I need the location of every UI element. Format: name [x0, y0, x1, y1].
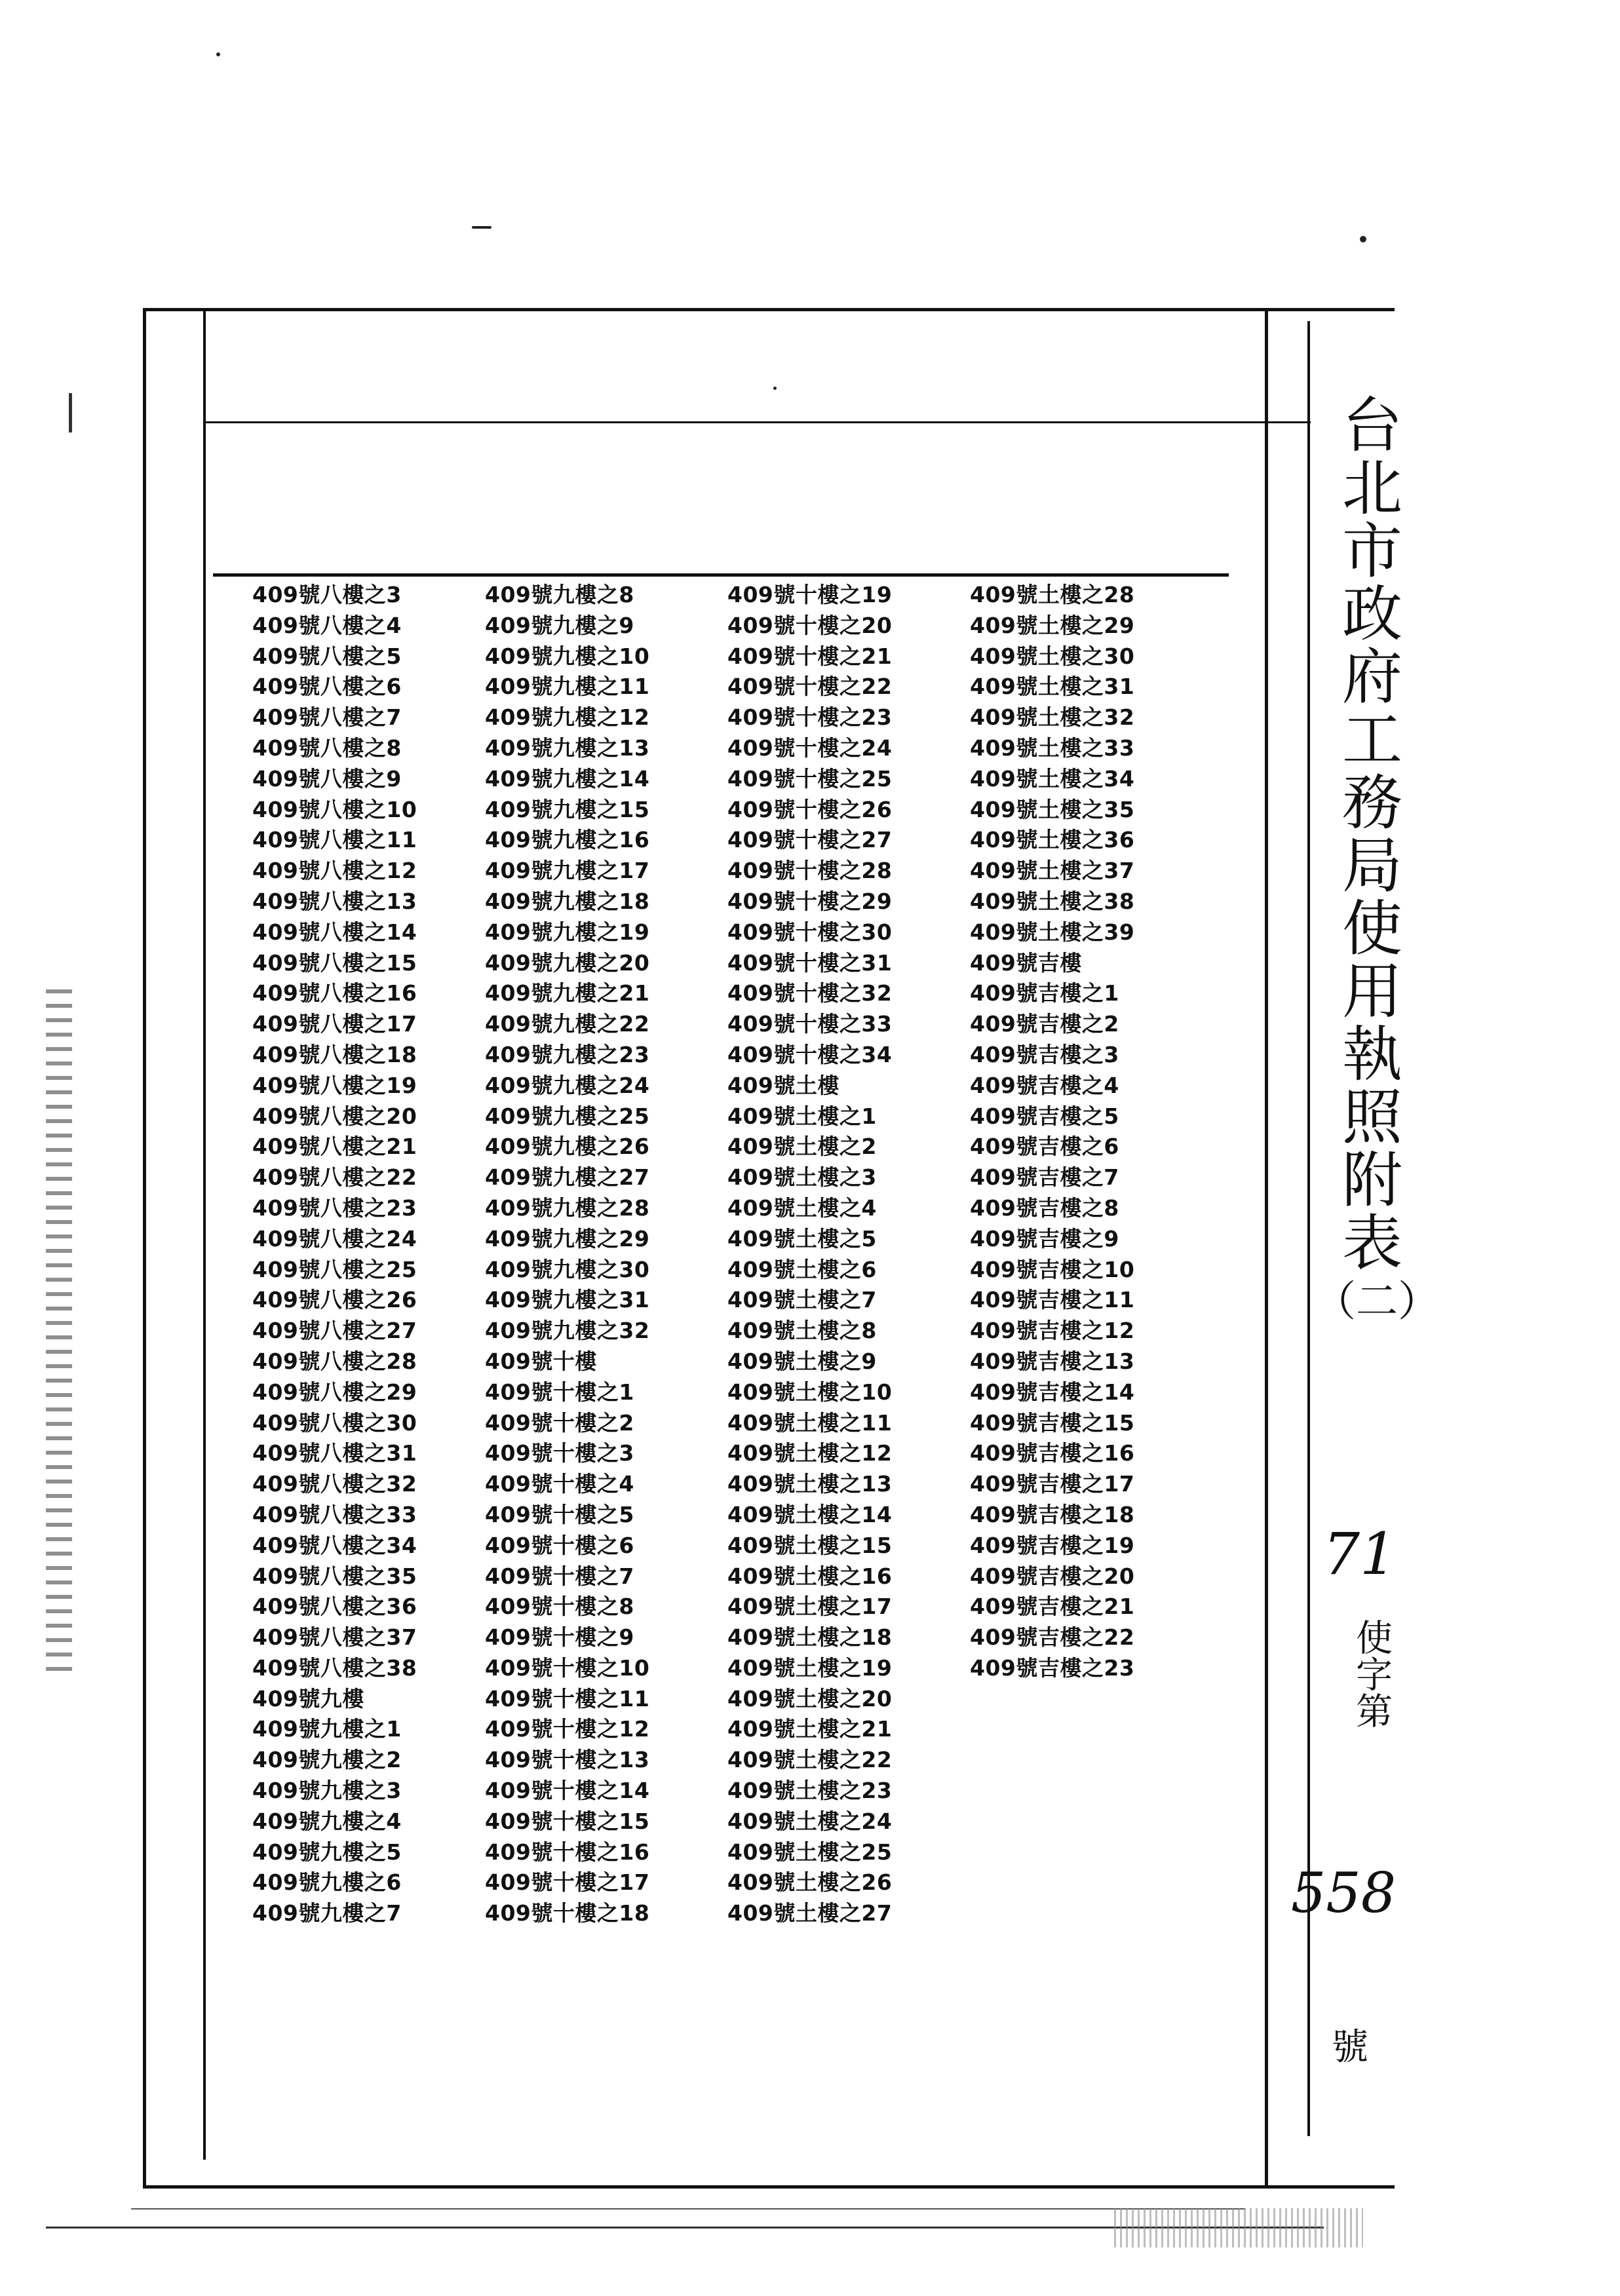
address-entry: 409號八樓之19 — [252, 1072, 417, 1098]
address-entry: 409號八樓之7 — [252, 704, 402, 731]
address-entry: 409號土樓之1 — [727, 1103, 877, 1129]
address-entry: 409號十樓之34 — [727, 1041, 893, 1067]
address-entry: 409號土樓之39 — [970, 919, 1135, 945]
address-entry: 409號土樓之19 — [727, 1655, 893, 1681]
address-entry: 409號吉樓之14 — [970, 1379, 1135, 1405]
address-entry: 409號九樓之21 — [485, 980, 650, 1006]
address-entry: 409號九樓之32 — [485, 1318, 650, 1344]
address-entry: 409號吉樓之12 — [970, 1318, 1135, 1344]
address-entry: 409號吉樓之4 — [970, 1072, 1119, 1098]
address-entry: 409號土樓之26 — [727, 1869, 893, 1896]
address-entry: 409號土樓之37 — [970, 858, 1135, 884]
scan-edge-mark — [69, 393, 72, 432]
scan-left-noise — [46, 983, 72, 1671]
address-entry: 409號吉樓之8 — [970, 1195, 1119, 1221]
address-entry: 409號九樓之4 — [252, 1808, 402, 1834]
address-entry: 409號吉樓之20 — [970, 1563, 1135, 1589]
address-entry: 409號吉樓之10 — [970, 1256, 1135, 1282]
address-column-1 — [252, 580, 488, 1929]
address-entry: 409號土樓之21 — [727, 1716, 893, 1742]
address-entry: 409號九樓之7 — [252, 1900, 402, 1926]
address-entry: 409號土樓之12 — [727, 1440, 893, 1466]
address-entry: 409號九樓之11 — [485, 674, 650, 700]
scan-speck — [1360, 236, 1366, 242]
address-entry: 409號九樓之14 — [485, 765, 650, 792]
address-entry: 409號土樓之29 — [970, 612, 1135, 638]
address-entry: 409號八樓之15 — [252, 949, 417, 976]
address-entry: 409號十樓之16 — [485, 1839, 650, 1865]
address-entry: 409號八樓之21 — [252, 1134, 417, 1160]
address-entry: 409號十樓之17 — [485, 1869, 650, 1896]
address-entry: 409號九樓之23 — [485, 1041, 650, 1067]
address-entry: 409號吉樓之2 — [970, 1011, 1119, 1037]
address-entry: 409號十樓之10 — [485, 1655, 650, 1681]
address-entry: 409號十樓之33 — [727, 1011, 893, 1037]
address-entry: 409號九樓之24 — [485, 1072, 650, 1098]
address-entry: 409號八樓之33 — [252, 1501, 417, 1527]
address-entry: 409號九樓之8 — [485, 582, 634, 607]
address-entry: 409號九樓之17 — [485, 858, 650, 884]
address-entry: 409號八樓之25 — [252, 1256, 417, 1282]
address-entry: 409號十樓之4 — [485, 1471, 634, 1497]
document-title: 台北市政府工務局使用執照附表 — [1332, 393, 1402, 1274]
address-entry: 409號十樓之19 — [727, 582, 893, 607]
address-entry: 409號吉樓之19 — [970, 1532, 1135, 1558]
address-entry: 409號八樓之20 — [252, 1103, 417, 1129]
address-entry: 409號十樓之22 — [727, 674, 893, 700]
address-entry: 409號九樓之31 — [485, 1287, 650, 1313]
address-entry: 409號八樓之12 — [252, 858, 417, 884]
address-entry: 409號九樓之30 — [485, 1256, 650, 1282]
table-top-rule — [213, 573, 1229, 577]
address-entry: 409號十樓之6 — [485, 1532, 634, 1558]
license-suffix: 號 — [1332, 2026, 1368, 2069]
address-entry: 409號十樓之12 — [485, 1716, 650, 1742]
address-entry: 409號九樓之1 — [252, 1716, 402, 1742]
address-entry: 409號八樓之8 — [252, 735, 402, 761]
address-entry: 409號八樓之26 — [252, 1287, 417, 1313]
address-entry: 409號土樓之18 — [727, 1624, 893, 1651]
address-entry: 409號土樓之5 — [727, 1225, 877, 1252]
address-entry: 409號十樓之14 — [485, 1778, 650, 1804]
address-entry: 409號土樓之7 — [727, 1287, 877, 1313]
form-header-band — [203, 308, 1311, 423]
address-entry: 409號十樓之1 — [485, 1379, 634, 1405]
address-entry: 409號土樓之25 — [727, 1839, 893, 1865]
address-entry: 409號十樓之26 — [727, 796, 893, 822]
address-entry: 409號土樓之2 — [727, 1134, 877, 1160]
address-entry: 409號八樓之29 — [252, 1379, 417, 1405]
address-entry: 409號土樓之14 — [727, 1501, 893, 1527]
address-entry: 409號吉樓之17 — [970, 1471, 1135, 1497]
address-entry: 409號十樓之28 — [727, 858, 893, 884]
address-entry: 409號土樓之20 — [727, 1685, 893, 1712]
address-entry: 409號土樓之31 — [970, 674, 1135, 700]
address-entry: 409號土樓之3 — [727, 1164, 877, 1191]
address-entry: 409號十樓 — [485, 1348, 597, 1374]
address-entry: 409號十樓之18 — [485, 1900, 650, 1926]
address-entry: 409號土樓之10 — [727, 1379, 893, 1405]
address-entry: 409號土樓之32 — [970, 704, 1135, 731]
scan-speck — [472, 226, 492, 229]
address-entry: 409號十樓之23 — [727, 704, 893, 731]
address-entry: 409號土樓之15 — [727, 1532, 893, 1558]
address-entry: 409號八樓之27 — [252, 1318, 417, 1344]
address-entry: 409號八樓之23 — [252, 1195, 417, 1221]
address-entry: 409號土樓之33 — [970, 735, 1135, 761]
address-entry: 409號九樓之3 — [252, 1778, 402, 1804]
license-label: 使字第 — [1350, 1618, 1393, 1729]
page-number: 71 — [1323, 1520, 1397, 1588]
license-number: 558 — [1290, 1861, 1397, 1925]
address-entry: 409號八樓之28 — [252, 1348, 417, 1374]
address-entry: 409號八樓之10 — [252, 796, 417, 822]
address-entry: 409號吉樓之13 — [970, 1348, 1135, 1374]
address-entry: 409號九樓之5 — [252, 1839, 402, 1865]
address-entry: 409號九樓之16 — [485, 827, 650, 853]
address-entry: 409號土樓 — [727, 1072, 839, 1098]
address-entry: 409號八樓之37 — [252, 1624, 417, 1651]
address-entry: 409號九樓之18 — [485, 888, 650, 914]
address-entry: 409號九樓之28 — [485, 1195, 650, 1221]
address-entry: 409號十樓之9 — [485, 1624, 634, 1651]
address-entry: 409號十樓之7 — [485, 1563, 634, 1589]
address-entry: 409號九樓之25 — [485, 1103, 650, 1129]
address-entry: 409號八樓之14 — [252, 919, 417, 945]
address-column-3 — [727, 580, 963, 1929]
address-entry: 409號土樓之27 — [727, 1900, 893, 1926]
address-entry: 409號吉樓之23 — [970, 1655, 1135, 1681]
address-entry: 409號八樓之32 — [252, 1471, 417, 1497]
address-entry: 409號八樓之3 — [252, 582, 402, 607]
address-entry: 409號十樓之29 — [727, 888, 893, 914]
address-entry: 409號吉樓之6 — [970, 1134, 1119, 1160]
address-entry: 409號十樓之8 — [485, 1594, 634, 1620]
address-entry: 409號九樓之2 — [252, 1747, 402, 1773]
address-entry: 409號土樓之17 — [727, 1594, 893, 1620]
address-entry: 409號十樓之25 — [727, 765, 893, 792]
address-entry: 409號九樓之27 — [485, 1164, 650, 1191]
address-entry: 409號土樓之35 — [970, 796, 1135, 822]
address-entry: 409號八樓之22 — [252, 1164, 417, 1191]
address-entry: 409號吉樓之15 — [970, 1409, 1135, 1436]
address-entry: 409號土樓之38 — [970, 888, 1135, 914]
address-entry: 409號十樓之32 — [727, 980, 893, 1006]
address-entry: 409號九樓之22 — [485, 1011, 650, 1037]
address-entry: 409號八樓之18 — [252, 1041, 417, 1067]
address-entry: 409號十樓之31 — [727, 949, 893, 976]
address-entry: 409號土樓之11 — [727, 1409, 893, 1436]
address-entry: 409號九樓之20 — [485, 949, 650, 976]
address-entry: 409號吉樓之9 — [970, 1225, 1119, 1252]
address-entry: 409號土樓之30 — [970, 643, 1135, 669]
address-entry: 409號八樓之5 — [252, 643, 402, 669]
address-entry: 409號八樓之17 — [252, 1011, 417, 1037]
address-entry: 409號吉樓之16 — [970, 1440, 1135, 1466]
address-entry: 409號土樓之9 — [727, 1348, 877, 1374]
form-frame-right-line — [1265, 308, 1268, 2189]
address-entry: 409號土樓之13 — [727, 1471, 893, 1497]
address-entry: 409號十樓之24 — [727, 735, 893, 761]
document-title-suffix: （二） — [1314, 1278, 1440, 1326]
address-entry: 409號土樓之23 — [727, 1778, 893, 1804]
address-entry: 409號九樓之12 — [485, 704, 650, 731]
address-entry: 409號十樓之2 — [485, 1409, 634, 1436]
address-entry: 409號十樓之30 — [727, 919, 893, 945]
scan-bottom-rule — [131, 2208, 1245, 2210]
address-entry: 409號土樓之36 — [970, 827, 1135, 853]
address-entry: 409號十樓之27 — [727, 827, 893, 853]
address-entry: 409號吉樓 — [970, 949, 1082, 976]
address-entry: 409號八樓之4 — [252, 612, 402, 638]
address-entry: 409號十樓之11 — [485, 1685, 650, 1712]
address-entry: 409號土樓之16 — [727, 1563, 893, 1589]
address-entry: 409號八樓之36 — [252, 1594, 417, 1620]
address-entry: 409號土樓之8 — [727, 1318, 877, 1344]
address-entry: 409號八樓之24 — [252, 1225, 417, 1252]
address-entry: 409號土樓之34 — [970, 765, 1135, 792]
address-entry: 409號十樓之5 — [485, 1501, 634, 1527]
address-entry: 409號吉樓之11 — [970, 1287, 1135, 1313]
address-entry: 409號吉樓之5 — [970, 1103, 1119, 1129]
address-entry: 409號九樓 — [252, 1685, 364, 1712]
address-entry: 409號十樓之20 — [727, 612, 893, 638]
address-entry: 409號土樓之24 — [727, 1808, 893, 1834]
address-entry: 409號土樓之22 — [727, 1747, 893, 1773]
address-entry: 409號土樓之28 — [970, 582, 1135, 607]
address-entry: 409號吉樓之7 — [970, 1164, 1119, 1191]
address-entry: 409號九樓之26 — [485, 1134, 650, 1160]
address-entry: 409號土樓之6 — [727, 1256, 877, 1282]
address-entry: 409號八樓之34 — [252, 1532, 417, 1558]
address-entry: 409號九樓之10 — [485, 643, 650, 669]
address-entry: 409號八樓之6 — [252, 674, 402, 700]
address-column-2 — [485, 580, 721, 1929]
address-entry: 409號八樓之35 — [252, 1563, 417, 1589]
address-entry: 409號九樓之9 — [485, 612, 634, 638]
address-entry: 409號八樓之38 — [252, 1655, 417, 1681]
address-entry: 409號八樓之11 — [252, 827, 417, 853]
address-entry: 409號吉樓之21 — [970, 1594, 1135, 1620]
address-entry: 409號九樓之29 — [485, 1225, 650, 1252]
address-entry: 409號八樓之13 — [252, 888, 417, 914]
address-entry: 409號九樓之13 — [485, 735, 650, 761]
address-entry: 409號吉樓之18 — [970, 1501, 1135, 1527]
address-entry: 409號八樓之9 — [252, 765, 402, 792]
address-entry: 409號九樓之6 — [252, 1869, 402, 1896]
address-column-4 — [970, 580, 1206, 1684]
address-entry: 409號十樓之13 — [485, 1747, 650, 1773]
address-entry: 409號九樓之15 — [485, 796, 650, 822]
address-entry: 409號八樓之31 — [252, 1440, 417, 1466]
scan-noise — [1114, 2208, 1363, 2248]
address-entry: 409號九樓之19 — [485, 919, 650, 945]
address-entry: 409號十樓之21 — [727, 643, 893, 669]
address-entry: 409號吉樓之1 — [970, 980, 1119, 1006]
address-entry: 409號八樓之30 — [252, 1409, 417, 1436]
address-entry: 409號十樓之3 — [485, 1440, 634, 1466]
address-entry: 409號吉樓之3 — [970, 1041, 1119, 1067]
address-entry: 409號八樓之16 — [252, 980, 417, 1006]
address-entry: 409號十樓之15 — [485, 1808, 650, 1834]
scan-speck — [216, 52, 220, 56]
address-entry: 409號吉樓之22 — [970, 1624, 1135, 1651]
address-entry: 409號土樓之4 — [727, 1195, 877, 1221]
